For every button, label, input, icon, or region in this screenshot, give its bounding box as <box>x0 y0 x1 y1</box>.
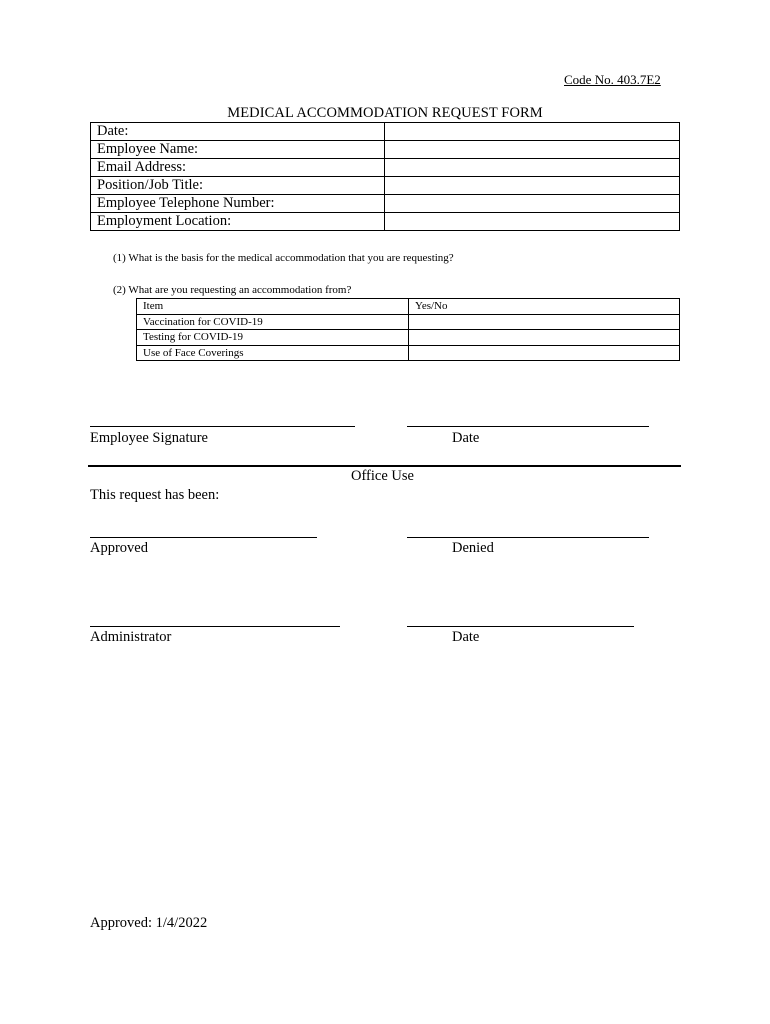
administrator-date-label: Date <box>452 629 480 645</box>
position-title-field[interactable] <box>385 177 680 195</box>
item-face-coverings: Use of Face Coverings <box>137 345 409 361</box>
request-status-text: This request has been: <box>90 487 220 503</box>
denied-line[interactable] <box>407 537 649 538</box>
table-row <box>91 141 680 159</box>
employee-name-label: Employee Name: <box>91 141 385 159</box>
form-title: MEDICAL ACCOMMODATION REQUEST FORM <box>227 105 543 121</box>
table-row <box>137 330 680 346</box>
yes-no-column-header: Yes/No <box>409 299 680 315</box>
item-vaccination: Vaccination for COVID-19 <box>137 314 409 330</box>
table-row <box>91 177 680 195</box>
administrator-line[interactable] <box>90 626 340 627</box>
date-field[interactable] <box>385 123 680 141</box>
approved-label: Approved <box>90 540 148 556</box>
table-header-row <box>137 299 680 315</box>
administrator-date-line[interactable] <box>407 626 634 627</box>
approval-date-footer: Approved: 1/4/2022 <box>90 915 208 931</box>
employee-signature-label: Employee Signature <box>90 430 208 446</box>
denied-label: Denied <box>452 540 494 556</box>
telephone-label: Employee Telephone Number: <box>91 195 385 213</box>
email-address-field[interactable] <box>385 159 680 177</box>
table-row <box>137 345 680 361</box>
table-row <box>91 195 680 213</box>
answer-vaccination-field[interactable] <box>409 314 680 330</box>
office-use-heading: Office Use <box>351 468 414 484</box>
table-row <box>137 314 680 330</box>
date-label: Date: <box>91 123 385 141</box>
office-use-divider <box>88 465 681 467</box>
approved-line[interactable] <box>90 537 317 538</box>
email-address-label: Email Address: <box>91 159 385 177</box>
item-column-header: Item <box>137 299 409 315</box>
employee-date-label: Date <box>452 430 480 446</box>
table-row <box>91 123 680 141</box>
telephone-field[interactable] <box>385 195 680 213</box>
accommodation-items-table <box>136 298 680 361</box>
position-title-label: Position/Job Title: <box>91 177 385 195</box>
employee-name-field[interactable] <box>385 141 680 159</box>
employee-date-line[interactable] <box>407 426 649 427</box>
item-testing: Testing for COVID-19 <box>137 330 409 346</box>
employee-info-table <box>90 122 680 231</box>
answer-testing-field[interactable] <box>409 330 680 346</box>
code-number: Code No. 403.7E2 <box>564 72 661 87</box>
question-2: (2) What are you requesting an accommodation from? <box>113 284 352 296</box>
employment-location-label: Employment Location: <box>91 213 385 231</box>
employee-signature-line[interactable] <box>90 426 355 427</box>
table-row <box>91 213 680 231</box>
administrator-label: Administrator <box>90 629 172 645</box>
table-row <box>91 159 680 177</box>
employment-location-field[interactable] <box>385 213 680 231</box>
answer-face-coverings-field[interactable] <box>409 345 680 361</box>
question-1: (1) What is the basis for the medical accommodation that you are requesting? <box>113 252 454 264</box>
